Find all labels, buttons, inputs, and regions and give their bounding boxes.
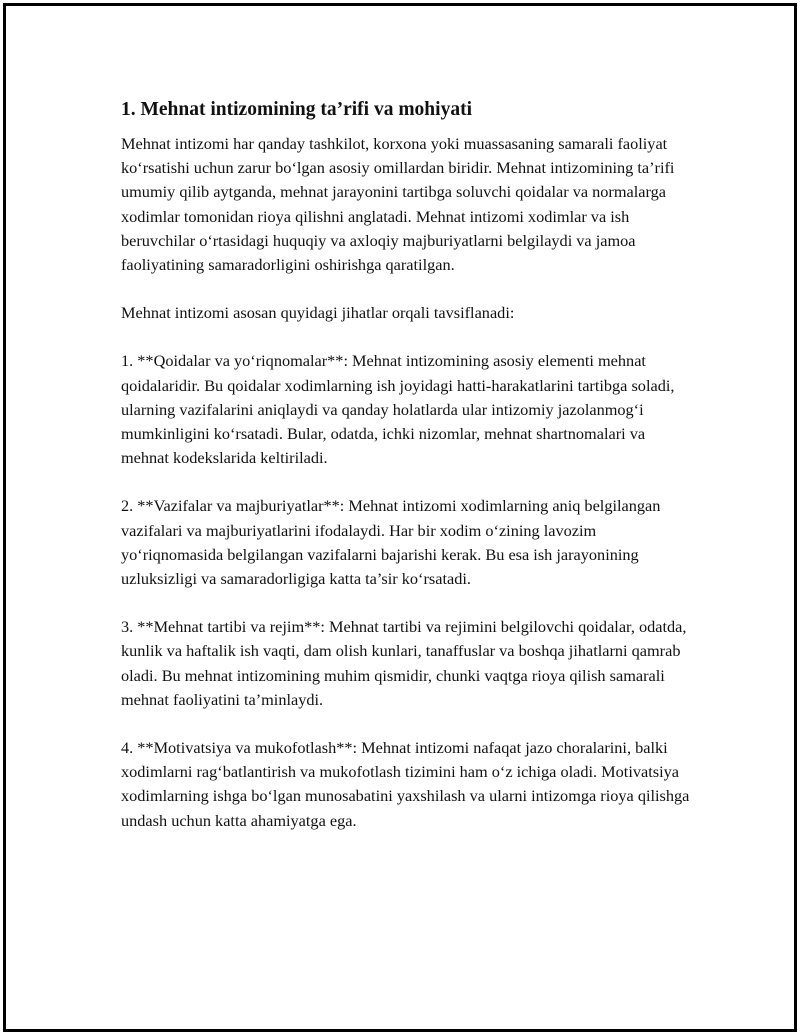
paragraph-aspects-lead: Mehnat intizomi asosan quyidagi jihatlar orqali tavsiflanadi: [121, 303, 515, 323]
paragraph-point-duties: 2. **Vazifalar va majburiyatlar**: Mehnat intizomi xodimlarning aniq belgilangan vazifalari va majburiyatlarini ifodalaydi. Har bir xodim o‘zining lavozim yo‘riqnomasida belgilangan vazifalarni bajarishi kerak. Bu esa ish jarayonining uzluksizligi va samaradorligiga katta ta’sir ko‘rsatadi. [121, 496, 661, 589]
paragraph-point-schedule: 3. **Mehnat tartibi va rejim**: Mehnat tartibi va rejimini belgilovchi qoidalar, odatda, kunlik va haftalik ish vaqti, dam olish kunlari, tanaffuslar va boshqa jihatlarni qamrab oladi. Bu mehnat intizomining muhim qismidir, chunki vaqtga rioya qilish samarali mehnat faoliyatini ta’minlaydi. [121, 617, 687, 709]
document-body [121, 98, 696, 857]
paragraph-intro: Mehnat intizomi har qanday tashkilot, korxona yoki muassasaning samarali faoliyat ko‘rsatishi uchun zarur bo‘lgan asosiy omillardan biridir. Mehnat intizomining ta’rifi umumiy qilib aytganda, mehnat jarayonini tartibga soluvchi qoidalar va normalarga xodimlar tomonidan rioya qilishni anglatadi. Mehnat intizomi xodimlar va ish beruvchilar o‘rtasidagi huquqiy va axloqiy majburiyatlarni belgilaydi va jamoa faoliyatining samaradorligini oshirishga qaratilgan. [121, 134, 675, 275]
paragraph-point-rules: 1. **Qoidalar va yo‘riqnomalar**: Mehnat intizomining asosiy elementi mehnat qoidalaridir. Bu qoidalar xodimlarning ish joyidagi hatti-harakatlarini tartibga soladi, ularning vazifalarini aniqlaydi va qanday holatlarda ular intizomiy jazolanmog‘i mumkinligini ko‘rsatadi. Bular, odatda, ichki nizomlar, mehnat shartnomalari va mehnat kodekslarida keltiriladi. [121, 351, 675, 468]
section-heading: 1. Mehnat intizomining ta’rifi va mohiyati [121, 99, 472, 120]
paragraph-point-motivation: 4. **Motivatsiya va mukofotlash**: Mehnat intizomi nafaqat jazo choralarini, balki xodimlarni rag‘batlantirish va mukofotlash tizimini ham o‘z ichiga oladi. Motivatsiya xodimlarning ishga bo‘lgan munosabatini yaxshilash va ularni intizomga rioya qilishga undash uchun katta ahamiyatga ega. [121, 738, 690, 830]
page-frame [3, 3, 797, 1032]
